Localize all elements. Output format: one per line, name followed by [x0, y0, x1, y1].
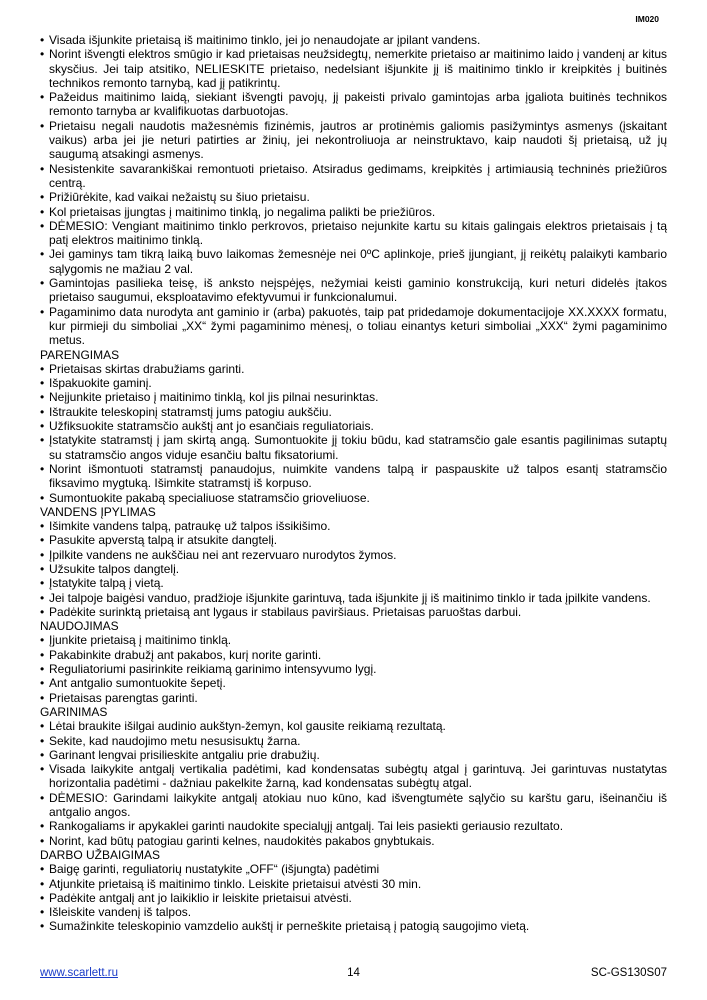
list-item	[40, 205, 667, 219]
list-item	[40, 376, 667, 390]
bullet-icon: •	[40, 833, 45, 848]
list-item	[40, 691, 667, 705]
document-body	[40, 33, 667, 934]
list-item-text: Lėtai braukite išilgai audinio aukštyn-žemyn, kol gausite reikiamą rezultatą.	[49, 719, 446, 734]
section-heading: GARINIMAS	[40, 704, 108, 719]
bullet-icon: •	[40, 47, 45, 62]
section-heading: DARBO UŽBAIGIMAS	[40, 847, 161, 862]
list-item	[40, 33, 667, 47]
list-item	[40, 405, 667, 419]
section-heading: VANDENS ĮPYLIMAS	[40, 504, 156, 519]
list-item	[40, 519, 667, 533]
list-item-text: Įpilkite vandens ne aukščiau nei ant rezervuaro nurodytos žymos.	[49, 547, 397, 562]
list-item-text: Prietaisas parengtas garinti.	[49, 690, 198, 705]
list-item-text: Pažeidus maitinimo laidą, siekiant išvengti pavojų, jį pakeisti privalo gamintojas arba įgaliota buitinės technikos remonto tarnyba ar kvalifikuotas darbuotojas.	[49, 90, 667, 119]
bullet-icon: •	[40, 604, 45, 619]
list-item-text: Norint išmontuoti statramstį panaudojus, nuimkite vandens talpą ir paspauskite už talpos esantį statramsčio fiksavimo mygtuką. Išimkite statramstį iš korpuso.	[49, 461, 667, 491]
section-heading: PARENGIMAS	[40, 347, 120, 362]
list-item	[40, 676, 667, 690]
bullet-icon: •	[40, 247, 45, 262]
list-item-text: Įstatykite statramstį į jam skirtą angą. Sumontuokite jį tokiu būdu, kad statramsčio gale esantis pagilinimas sutaptų su statramsčio angos viduje esančiu baltu fiksatoriumi.	[49, 433, 667, 462]
footer-model-code: SC-GS130S07	[590, 967, 667, 979]
list-item-text: Visada laikykite antgalį vertikalia padėtimi, kad kondensatas subėgtų atgal į garintuvą. Jei garintuvas nustatytas horizontalia padėtimi - dažniau pakelkite žarną, kad kondensatas subėgtų atgal.	[49, 762, 667, 791]
list-item-text: Prižiūrėkite, kad vaikai nežaistų su šiuo prietaisu.	[49, 190, 310, 205]
bullet-icon: •	[40, 647, 45, 662]
bullet-icon: •	[40, 304, 45, 319]
list-item	[40, 533, 667, 547]
bullet-icon: •	[40, 361, 45, 376]
bullet-icon: •	[40, 576, 45, 591]
list-item	[40, 719, 667, 733]
bullet-icon: •	[40, 533, 45, 548]
list-item-text: Prietaisas skirtas drabužiams garinti.	[49, 361, 245, 376]
list-item	[40, 862, 667, 876]
bullet-icon: •	[40, 633, 45, 648]
bullet-icon: •	[40, 204, 45, 219]
list-item	[40, 305, 667, 348]
list-item	[40, 162, 667, 191]
bullet-icon: •	[40, 190, 45, 205]
bullet-icon: •	[40, 218, 45, 233]
list-item-text: Pasukite apverstą talpą ir atsukite dangtelį.	[49, 533, 278, 548]
list-item	[40, 791, 667, 820]
list-item	[40, 247, 667, 276]
list-item	[40, 119, 667, 162]
list-item-text: Įjunkite prietaisą į maitinimo tinklą.	[49, 633, 232, 648]
list-item-text: DĖMESIO: Garindami laikykite antgalį atokiau nuo kūno, kad išvengtumėte sąlyčio su karštu garu, išeinančiu iš antgalio angos.	[49, 790, 667, 820]
list-item	[40, 834, 667, 848]
bullet-icon: •	[40, 905, 45, 920]
list-item	[40, 90, 667, 119]
list-item-text: Išleiskite vandenį iš talpos.	[49, 905, 192, 920]
list-item-text: Rankogaliams ir apykaklei garinti naudokite specialųjį antgalį. Tai leis pasiekti geriausio rezultato.	[49, 819, 564, 834]
list-item	[40, 748, 667, 762]
list-item-text: Padėkite antgalį ant jo laikiklio ir leiskite prietaisui atvėsti.	[49, 890, 352, 905]
list-item	[40, 390, 667, 404]
list-item-text: Atjunkite prietaisą iš maitinimo tinklo. Leiskite prietaisui atvėsti 30 min.	[49, 876, 422, 891]
bullet-icon: •	[40, 662, 45, 677]
list-item	[40, 462, 667, 491]
bullet-icon: •	[40, 676, 45, 691]
bullet-icon: •	[40, 719, 45, 734]
list-item	[40, 591, 667, 605]
list-item-text: Neįjunkite prietaiso į maitinimo tinklą, kol jis pilnai nesurinktas.	[49, 390, 379, 405]
list-item-text: Jei gaminys tam tikrą laiką buvo laikomas žemesnėje nei 0ºC aplinkoje, prieš įjungiant, jį reikėtų palaikyti kambario sąlygomis ne mažiau 2 val.	[49, 247, 667, 276]
list-item-text: Sumontuokite pakabą specialiuose statramsčio grioveliuose.	[49, 490, 370, 505]
list-item-text: Užsukite talpos dangtelį.	[49, 561, 180, 576]
bullet-icon: •	[40, 790, 45, 805]
list-item	[40, 919, 667, 933]
list-item-text: Reguliatoriumi pasirinkite reikiamą garinimo intensyvumo lygį.	[49, 662, 377, 677]
list-item-text: Sumažinkite teleskopinio vamzdelio aukštį ir perneškite prietaisą į patogią saugojimo vietą.	[49, 919, 530, 934]
list-item-text: Garinant lengvai prisilieskite antgaliu prie drabužių.	[49, 747, 320, 762]
list-item	[40, 662, 667, 676]
list-item-text: Užfiksuokite statramsčio aukštį ant jo esančiais reguliatoriais.	[49, 419, 374, 434]
list-item	[40, 433, 667, 462]
bullet-icon: •	[40, 561, 45, 576]
list-item-text: Jei talpoje baigėsi vanduo, pradžioje išjunkite garintuvą, tada išjunkite jį iš maitinimo tinklo ir tada įpilkite vandens.	[49, 590, 651, 605]
list-item-text: Padėkite surinktą prietaisą ant lygaus ir stabilaus paviršiaus. Prietaisas paruoštas darbui.	[49, 604, 522, 619]
bullet-icon: •	[40, 890, 45, 905]
list-item	[40, 190, 667, 204]
list-item	[40, 605, 667, 619]
list-item-text: Išimkite vandens talpą, patraukę už talpos išsikišimo.	[49, 519, 331, 534]
website-link[interactable]: www.scarlett.ru	[40, 967, 118, 979]
bullet-icon: •	[40, 747, 45, 762]
list-item-text: Gamintojas pasilieka teisę, iš anksto neįspėjęs, nežymiai keisti gaminio konstrukciją, kuri neturi didelės įtakos prietaiso saugumui, eksploatavimo efektyvumui ir funkcionalumui.	[49, 276, 667, 305]
list-item	[40, 219, 667, 248]
list-item-text: Norint, kad būtų patogiau garinti kelnes, naudokitės pakabos gnybtukais.	[49, 833, 435, 848]
list-item-text: Prietaisu negali naudotis mažesnėmis fizinėmis, jautros ar protinėmis galiomis pasižymintys asmenys (įskaitant vaikus) arba jei jie neturi patirties ar žinių, jei nekontroliuoja ar neinstruktavo, kaip naudoti šį prietaisą, už jų saugumą atsakingi asmenys.	[49, 118, 667, 162]
list-item	[40, 419, 667, 433]
list-item-text: DĖMESIO: Vengiant maitinimo tinklo perkrovos, prietaiso nejunkite kartu su kitais galingais elektros prietaisais į tą patį elektros maitinimo tinklą.	[49, 218, 667, 248]
list-item-text: Išpakuokite gaminį.	[49, 376, 152, 391]
list-item	[40, 548, 667, 562]
list-item	[40, 576, 667, 590]
list-item-text: Baigę garinti, reguliatorių nustatykite „OFF“ (išjungta) padėtimi	[49, 862, 380, 877]
list-item	[40, 562, 667, 576]
list-item-text: Ištraukite teleskopinį statramstį jums patogiu aukščiu.	[49, 404, 332, 419]
list-item	[40, 734, 667, 748]
model-code: IM020	[635, 14, 659, 24]
bullet-icon: •	[40, 519, 45, 534]
bullet-icon: •	[40, 376, 45, 391]
list-item-text: Ant antgalio sumontuokite šepetį.	[49, 676, 226, 691]
bullet-icon: •	[40, 404, 45, 419]
page-number: 14	[347, 967, 360, 979]
bullet-icon: •	[40, 876, 45, 891]
list-item	[40, 47, 667, 90]
section-heading: NAUDOJIMAS	[40, 619, 119, 634]
list-item-text: Kol prietaisas įjungtas į maitinimo tinklą, jo negalima palikti be priežiūros.	[49, 204, 436, 219]
list-item-text: Nesistenkite savarankiškai remontuoti prietaiso. Atsiradus gedimams, kreipkitės į artimiausią techninės priežiūros centrą.	[49, 161, 667, 190]
list-item	[40, 905, 667, 919]
bullet-icon: •	[40, 461, 45, 476]
bullet-icon: •	[40, 419, 45, 434]
list-item	[40, 362, 667, 376]
bullet-icon: •	[40, 590, 45, 605]
bullet-icon: •	[40, 919, 45, 934]
bullet-icon: •	[40, 490, 45, 505]
list-item-text: Sekite, kad naudojimo metu nesusisuktų žarna.	[49, 733, 301, 748]
list-item	[40, 491, 667, 505]
bullet-icon: •	[40, 276, 45, 291]
bullet-icon: •	[40, 390, 45, 405]
bullet-icon: •	[40, 733, 45, 748]
list-item-text: Įstatykite talpą į vietą.	[49, 576, 164, 591]
bullet-icon: •	[40, 118, 45, 133]
bullet-icon: •	[40, 762, 45, 777]
list-item	[40, 762, 667, 791]
bullet-icon: •	[40, 433, 45, 448]
list-item	[40, 819, 667, 833]
bullet-icon: •	[40, 862, 45, 877]
list-item-text: Visada išjunkite prietaisą iš maitinimo tinklo, jei jo nenaudojate ar įpilant vandens.	[49, 33, 481, 47]
list-item-text: Pakabinkite drabužį ant pakabos, kurį norite garinti.	[49, 647, 322, 662]
bullet-icon: •	[40, 33, 45, 47]
list-item	[40, 877, 667, 891]
list-item-text: Norint išvengti elektros smūgio ir kad prietaisas neužsidegtų, nemerkite prietaiso ar maitinimo laido į vandenį ar kitus skysčius. Jei taip atsitiko, NELIESKITE prietaiso, nedelsiant išjunkite jį iš maitinimo tinklo ir kreipkitės į buitinės technikos remonto tarnybą, kad jį patikrintų.	[49, 47, 667, 90]
list-item	[40, 276, 667, 305]
bullet-icon: •	[40, 690, 45, 705]
list-item	[40, 648, 667, 662]
page-footer	[40, 967, 667, 981]
bullet-icon: •	[40, 161, 45, 176]
list-item	[40, 891, 667, 905]
list-item-text: Pagaminimo data nurodyta ant gaminio ir (arba) pakuotės, taip pat pridedamoje dokumentacijoje XX.XXXX formatu, kur pirmieji du simboliai „XX“ žymi pagaminimo mėnesį, o toliau einantys keturi simboliai „XXX“ žymi pagaminimo metus.	[49, 304, 667, 348]
bullet-icon: •	[40, 819, 45, 834]
bullet-icon: •	[40, 547, 45, 562]
bullet-icon: •	[40, 90, 45, 105]
list-item	[40, 633, 667, 647]
